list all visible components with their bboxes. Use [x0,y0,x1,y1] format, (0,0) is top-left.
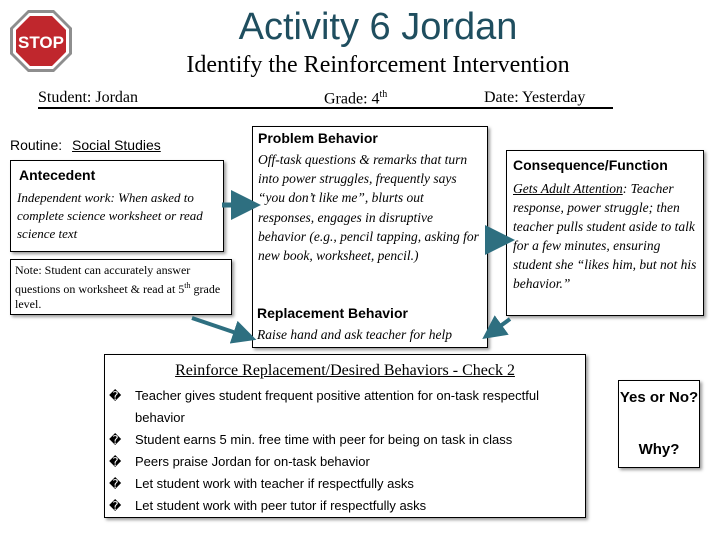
page-subtitle: Identify the Reinforcement Intervention [186,52,570,78]
problem-behavior-text: Off-task questions & remarks that turn into power struggles, frequently says “you don’t like me”, blurts out responses, engages in disruptive behavior (e.g., pencil tapping, asking for new book, worksheet, pencil.) [258,152,479,264]
reinforce-item: Let student work with teacher if respectfully asks [135,476,414,491]
antecedent-text: Independent work: When asked to complete science worksheet or read science text [17,190,203,241]
checkbox-icon[interactable]: � [109,455,122,469]
consequence-title: Consequence/Function [513,157,668,173]
grade-value: Grade: 4 [324,90,380,108]
note-text-end: grade level. [15,282,221,311]
checkbox-icon[interactable]: � [109,389,122,403]
problem-behavior-title: Problem Behavior [258,130,378,146]
routine-value: Social Studies [72,137,161,153]
antecedent-title: Antecedent [19,167,96,183]
routine-label: Routine: [10,137,63,153]
reinforce-item: Let student work with peer tutor if respectfully asks [135,498,427,513]
page-title: Activity 6 Jordan [238,6,518,48]
why-label: Why? [638,441,680,458]
arrow-consequence-to-replacement [492,319,510,332]
checkbox-icon[interactable]: � [109,499,122,513]
consequence-function: Gets Adult Attention [513,181,623,196]
reinforce-item: Teacher gives student frequent positive attention for on-task respectful behavior [135,388,539,425]
yes-no-box [618,380,700,468]
reinforce-item: Student earns 5 min. free time with peer for being on task in class [135,432,513,447]
note-text-main: Note: Student can accurately answer questions on worksheet & read at 5 [15,263,191,296]
student-field: Student: Jordan [38,89,138,106]
reinforce-title: Reinforce Replacement/Desired Behaviors - Check 2 [175,362,515,379]
yes-no-question: Yes or No? [619,389,699,406]
note-sup: th [184,281,191,290]
consequence-description: : Teacher response, power struggle; then teacher pulls student aside to talk for a few minutes, ensuring student she “likes him, but not his behavior.” [513,181,697,291]
replacement-behavior-title: Replacement Behavior [257,305,408,321]
reinforce-box [104,354,586,518]
replacement-behavior-text: Raise hand and ask teacher for help [257,327,452,342]
stop-sign-label: STOP [18,33,64,52]
grade-sup: th [379,89,388,100]
checkbox-icon[interactable]: � [109,477,122,491]
arrow-note-to-replacement [192,318,245,336]
date-field: Date: Yesterday [484,89,586,106]
reinforce-item: Peers praise Jordan for on-task behavior [135,454,370,469]
checkbox-icon[interactable]: � [109,433,122,447]
